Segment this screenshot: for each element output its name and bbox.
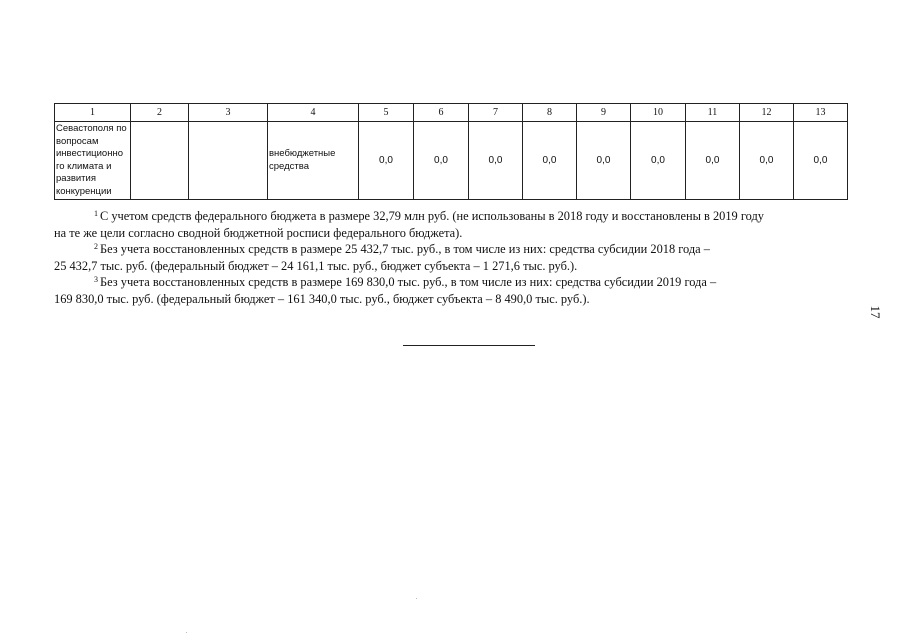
column-number-9: 9 [577, 104, 631, 122]
column-number-2: 2 [131, 104, 189, 122]
end-of-document-rule [403, 345, 535, 346]
column-number-6: 6 [414, 104, 469, 122]
column-number-12: 12 [740, 104, 794, 122]
value-cell-7: 0,0 [469, 122, 523, 200]
footnote-2-continuation [54, 258, 847, 275]
footnote-1 [54, 208, 847, 225]
column-number-3: 3 [189, 104, 268, 122]
footnote-2-marker: 2 [94, 242, 98, 251]
footnote-1-continuation [54, 225, 847, 242]
page-number: 17 [868, 305, 883, 319]
scan-speck [186, 632, 187, 633]
value-cell-10: 0,0 [631, 122, 686, 200]
column-number-10: 10 [631, 104, 686, 122]
footnote-1-line-1: С учетом средств федерального бюджета в размере 32,79 млн руб. (не использованы в 2018 году и восстановлены в 2019 году [100, 209, 764, 223]
column-number-4: 4 [268, 104, 359, 122]
column-number-13: 13 [794, 104, 848, 122]
footnote-2 [54, 241, 847, 258]
funding-source-cell: внебюджетные средства [268, 122, 359, 200]
footnote-3-marker: 3 [94, 275, 98, 284]
scan-speck [416, 598, 417, 599]
column-number-8: 8 [523, 104, 577, 122]
value-cell-6: 0,0 [414, 122, 469, 200]
table-row [55, 122, 848, 200]
footnote-2-line-1: Без учета восстановленных средств в размере 25 432,7 тыс. руб., в том числе из них: средства субсидии 2018 года – [100, 242, 710, 256]
column-number-5: 5 [359, 104, 414, 122]
column-number-1: 1 [55, 104, 131, 122]
table-header-row [55, 104, 848, 122]
footnote-1-line-2: на те же цели согласно сводной бюджетной росписи федерального бюджета). [54, 225, 463, 240]
region-cell: Севастополя по вопросам инвестиционно го климата и развития конкуренции [55, 122, 131, 200]
value-cell-9: 0,0 [577, 122, 631, 200]
footnote-3 [54, 274, 847, 291]
empty-cell-3 [189, 122, 268, 200]
value-cell-13: 0,0 [794, 122, 848, 200]
footnote-1-marker: 1 [94, 209, 98, 218]
footnote-3-line-2: 169 830,0 тыс. руб. (федеральный бюджет – 161 340,0 тыс. руб., бюджет субъекта – 8 490,0 тыс. руб.). [54, 291, 590, 306]
empty-cell-2 [131, 122, 189, 200]
footnotes [54, 208, 847, 307]
budget-table [54, 103, 848, 200]
footnote-3-line-1: Без учета восстановленных средств в размере 169 830,0 тыс. руб., в том числе из них: средства субсидии 2019 года – [100, 275, 717, 289]
column-number-11: 11 [686, 104, 740, 122]
value-cell-11: 0,0 [686, 122, 740, 200]
footnote-3-continuation [54, 291, 847, 308]
value-cell-5: 0,0 [359, 122, 414, 200]
value-cell-12: 0,0 [740, 122, 794, 200]
footnote-2-line-2: 25 432,7 тыс. руб. (федеральный бюджет – 24 161,1 тыс. руб., бюджет субъекта – 1 271,6 тыс. руб.). [54, 258, 578, 273]
column-number-7: 7 [469, 104, 523, 122]
value-cell-8: 0,0 [523, 122, 577, 200]
